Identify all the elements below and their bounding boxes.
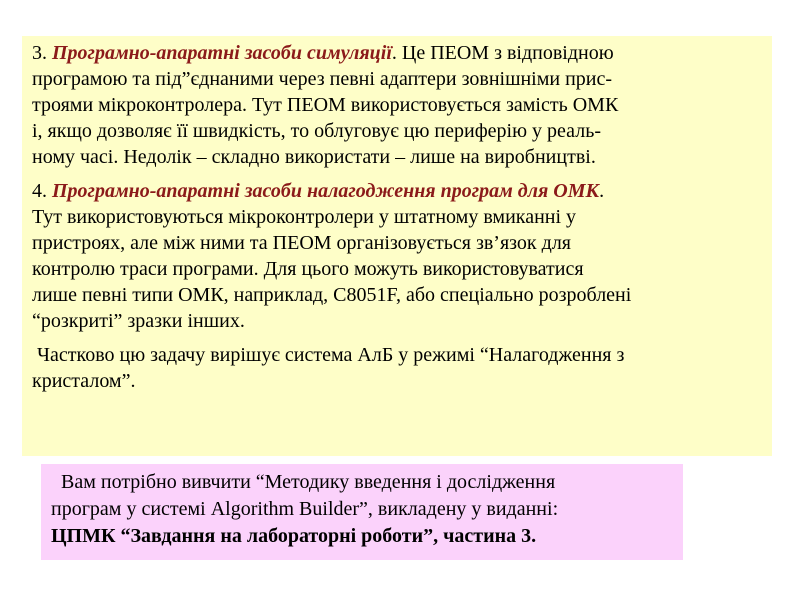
- paragraph-4-line-4: контролю траси програми. Для цього можуть використовуватися: [32, 258, 584, 280]
- paragraph-5-line-2: кристалом”.: [32, 370, 136, 392]
- paragraph-3-text: . Це ПЕОМ з відповідною: [391, 42, 614, 64]
- paragraph-4-line-5: лише певні типи ОМК, наприклад, C8051F, або спеціально розроблені: [32, 284, 632, 306]
- paragraph-4-text: .: [599, 180, 605, 202]
- note-line-2: програм у системі Algorithm Builder”, викладену у виданні:: [51, 498, 559, 520]
- paragraph-3: [32, 40, 762, 170]
- paragraph-4-title: Програмно-апаратні засоби налагодження програм для ОМК: [52, 180, 600, 202]
- main-text-box: [22, 36, 772, 456]
- paragraph-4-line-1: [32, 178, 762, 204]
- paragraph-3-line-2: програмою та під”єднаними через певні адаптери зовнішніми прис-: [32, 68, 613, 90]
- paragraph-3-title: Програмно-апаратні засоби симуляції: [52, 42, 392, 64]
- paragraph-4-line-2: Тут використовуються мікроконтролери у штатному вмиканні у: [32, 206, 577, 228]
- note-reference: ЦПМК “Завдання на лабораторні роботи”, частина 3.: [51, 525, 537, 547]
- note-line-1: Вам потрібно вивчити “Методику введення і дослідження: [51, 471, 556, 493]
- paragraph-3-line-3: троями мікроконтролера. Тут ПЕОМ використовується замість ОМК: [32, 94, 619, 116]
- paragraph-3-line-4: і, якщо дозволяє її швидкість, то облуговує цю периферію у реаль-: [32, 120, 601, 142]
- paragraph-5-line-1: Частково цю задачу вирішує система АлБ у режимі “Налагодження з: [32, 344, 625, 366]
- paragraph-4-line-3: пристроях, але між ними та ПЕОМ організовується зв’язок для: [32, 232, 572, 254]
- paragraph-4-line-6: “розкриті” зразки інших.: [32, 310, 245, 332]
- paragraph-4-number: 4.: [32, 180, 52, 202]
- paragraph-4: [32, 178, 762, 334]
- paragraph-3-number: 3.: [32, 42, 52, 64]
- paragraph-3-line-1: [32, 40, 762, 66]
- paragraph-5: [32, 342, 762, 394]
- paragraph-3-line-5: ному часі. Недолік – складно використати – лише на виробництві.: [32, 146, 596, 168]
- note-box: [41, 464, 683, 560]
